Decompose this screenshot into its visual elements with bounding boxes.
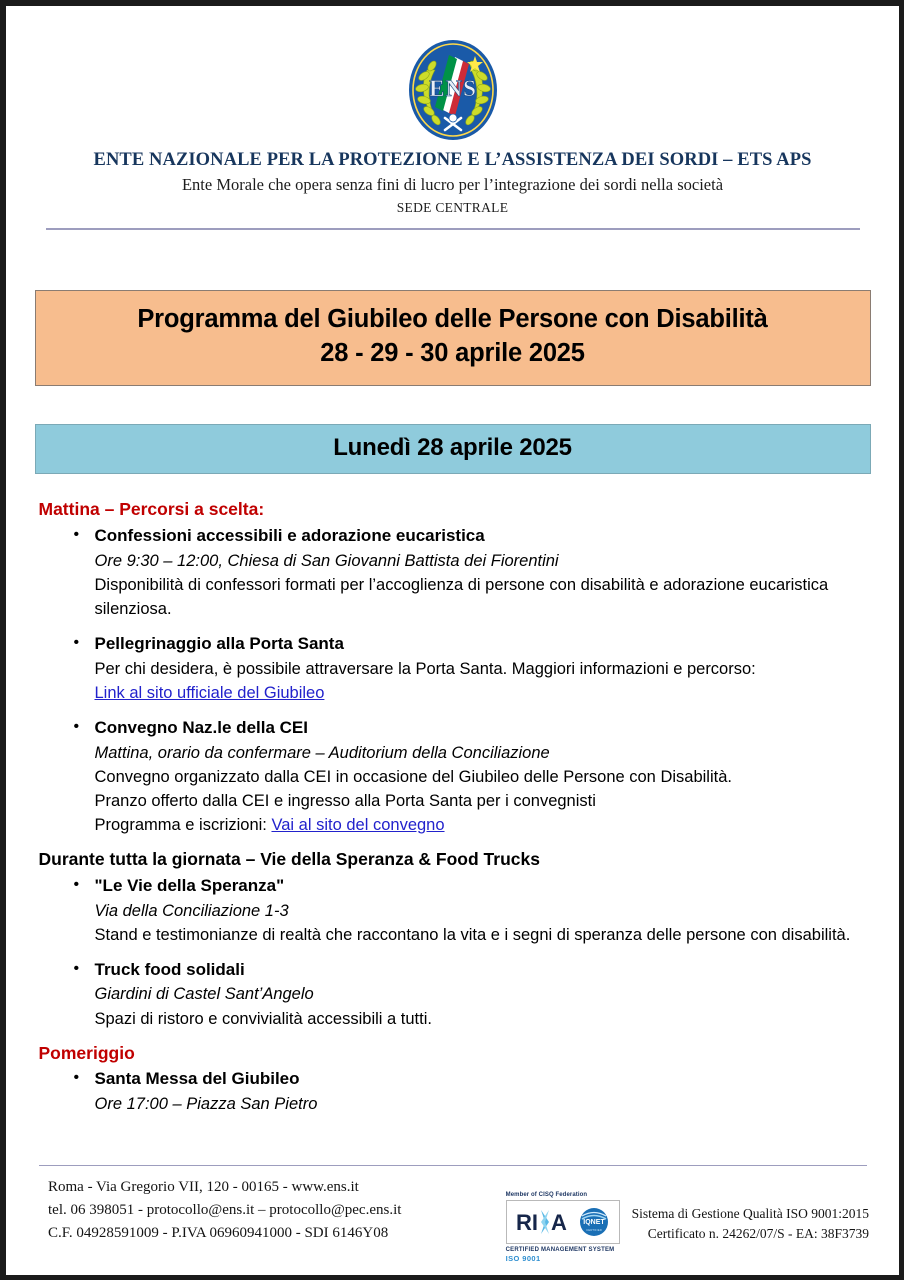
program-title-line1: Programma del Giubileo delle Persone con Disabilità [137,305,768,333]
day-banner-label: Lunedì 28 aprile 2025 [333,434,572,462]
footer-address-line3: C.F. 04928591009 - P.IVA 06960941000 - SDI 6146Y08 [48,1224,389,1241]
section-items-pomeriggio [33,1067,873,1116]
footer-address-line2: tel. 06 398051 - protocollo@ens.it – protocollo@pec.ens.it [48,1201,402,1218]
item-description-2: Pranzo offerto dalla CEI e ingresso alla Porta Santa per i convegnisti [94,791,596,810]
list-item [33,1067,873,1116]
list-item [33,632,873,705]
section-heading-pomeriggio: Pomeriggio [38,1042,135,1063]
svg-text:RI: RI [516,1210,539,1235]
footer-divider [39,1165,867,1167]
item-title: • Truck food solidali [94,959,245,979]
program-title-banner [35,290,871,386]
header-divider [46,228,860,230]
cert-line-2: Certificato n. 24262/07/S - EA: 38F3739 [647,1225,869,1241]
item-title: • "Le Vie della Speranza" [94,875,285,895]
list-item [33,716,873,837]
iqnet-logo-icon [579,1207,609,1237]
organization-name: ENTE NAZIONALE PER LA PROTEZIONE E L’ASSISTENZA DEI SORDI – ETS APS [93,150,812,170]
organization-office: SEDE CENTRALE [396,200,509,215]
rina-iso-label: ISO 9001 [505,1254,541,1263]
svg-text:ENS: ENS [428,76,477,101]
letterhead [6,6,899,230]
organization-subtitle: Ente Morale che opera senza fini di lucro per l’integrazione dei sordi nella società [181,175,724,194]
item-title: • Confessioni accessibili e adorazione eucaristica [94,525,485,545]
list-item [33,874,873,947]
list-item [33,524,873,621]
cert-line-1: Sistema di Gestione Qualità ISO 9001:2015 [631,1206,869,1221]
document-sheet [6,6,899,1275]
day-banner [35,424,871,474]
item-description: Convegno organizzato dalla CEI in occasione del Giubileo delle Persone con Disabilità. [94,767,732,786]
link-sito-giubileo[interactable]: Link al sito ufficiale del Giubileo [94,683,325,702]
ens-emblem-icon [6,36,899,144]
svg-text:CERTIFIED: CERTIFIED [586,1228,603,1232]
item-title: • Pellegrinaggio alla Porta Santa [94,633,344,653]
section-items-giornata [33,874,873,1031]
item-when: Giardini di Castel Sant’Angelo [94,985,314,1004]
rina-certification-icon [506,1192,620,1263]
section-heading-mattina: Mattina – Percorsi a scelta: [38,499,265,520]
item-title: • Convegno Naz.le della CEI [94,717,308,737]
item-when: Mattina, orario da confermare – Auditorium della Conciliazione [94,743,550,762]
svg-text:IQNET: IQNET [583,1219,605,1226]
footer-address-line1: Roma - Via Gregorio VII, 120 - 00165 - www.ens.it [48,1179,359,1195]
item-link-prefix: Programma e iscrizioni: [94,816,272,834]
program-title-line2: 28 - 29 - 30 aprile 2025 [320,338,585,367]
certification-block [506,1176,869,1263]
item-when: Ore 9:30 – 12:00, Chiesa di San Giovanni Battista dei Fiorentini [94,551,559,570]
rina-logo-icon [516,1209,574,1235]
footer-address [48,1176,401,1244]
list-item [33,958,873,1031]
link-sito-convegno[interactable]: Vai al sito del convegno [271,816,445,834]
svg-text:A: A [551,1210,568,1235]
item-title: • Santa Messa del Giubileo [94,1069,300,1089]
item-when: Ore 17:00 – Piazza San Pietro [94,1095,318,1114]
item-description: Per chi desidera, è possibile attraversare la Porta Santa. Maggiori informazioni e percorso: [94,659,756,678]
program-content [33,474,873,1116]
item-description: Stand e testimonianze di realtà che raccontano la vita e i segni di speranza delle persone con disabilità. [94,925,851,944]
item-description: Disponibilità di confessori formati per l’accoglienza di persone con disabilità e adorazione eucaristica silenziosa. [94,575,829,618]
rina-member-label: Member of CISQ Federation [505,1192,588,1198]
rina-system-label: CERTIFIED MANAGEMENT SYSTEM [505,1247,615,1253]
section-items-mattina [33,524,873,837]
certification-text [632,1192,869,1243]
item-when: Via della Conciliazione 1-3 [94,901,289,920]
footer [6,1165,899,1264]
section-heading-giornata: Durante tutta la giornata – Vie della Speranza & Food Trucks [38,849,540,870]
item-description: Spazi di ristoro e convivialità accessibili a tutti. [94,1009,432,1028]
